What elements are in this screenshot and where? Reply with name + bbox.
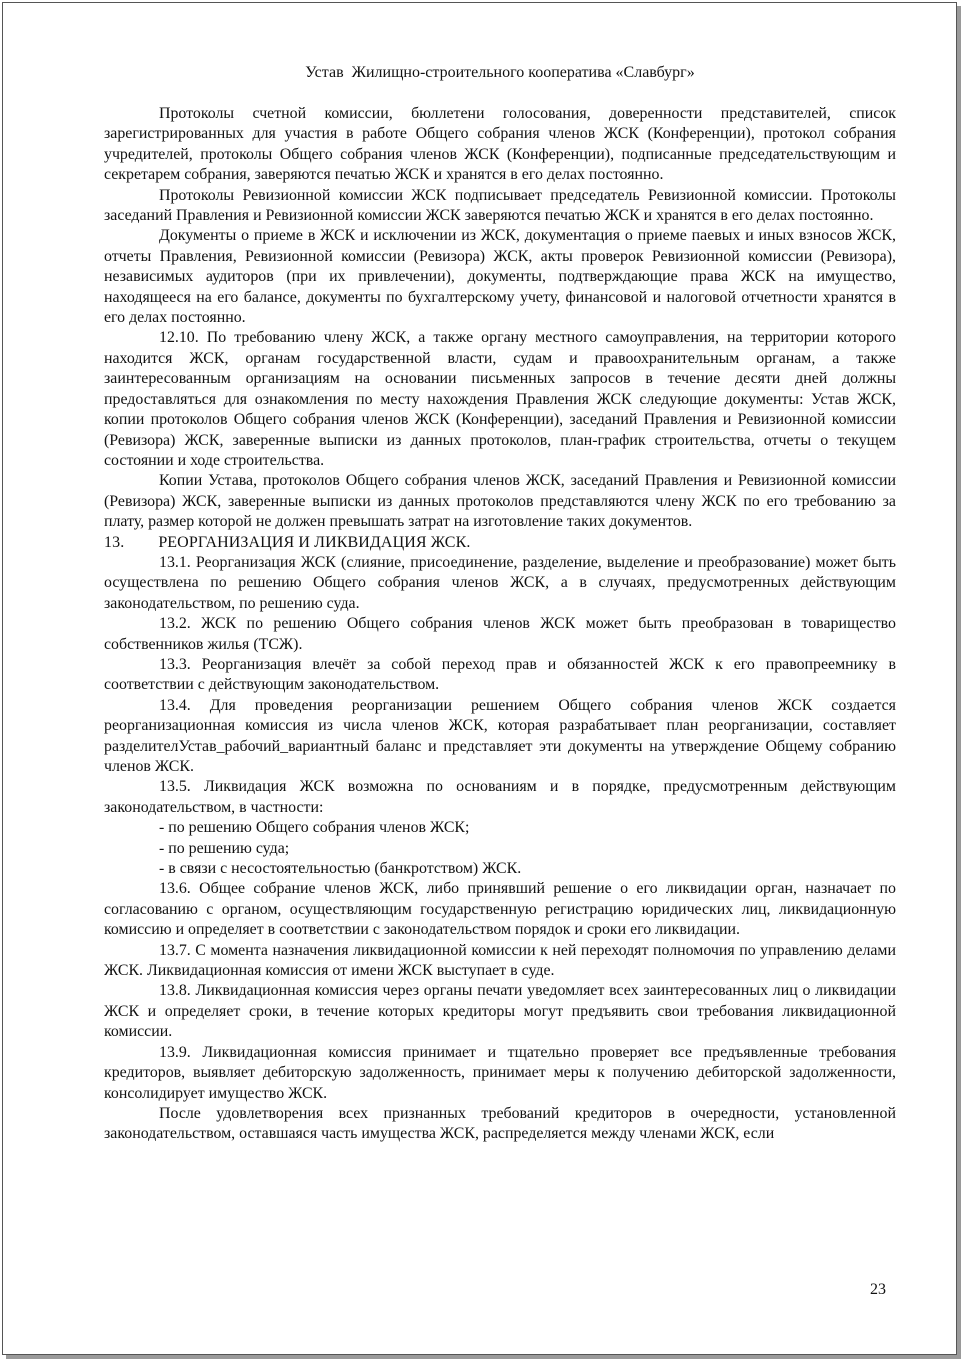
list-item: - по решению Общего собрания членов ЖСК; bbox=[159, 819, 470, 837]
section-title: РЕОРГАНИЗАЦИЯ И ЛИКВИДАЦИЯ ЖСК. bbox=[158, 533, 471, 551]
clause: 13.4. Для проведения реорганизации решением Общего собрания членов ЖСК создается реорганизационная комиссия из числа членов ЖСК, которая разрабатывает план реорганизации, составляет разделителУстав_рабочий_вариантный баланс и представляет эти документы на утверждение Общему собранию членов ЖСК. bbox=[104, 696, 896, 775]
paragraph: Протоколы Ревизионной комиссии ЖСК подписывает председатель Ревизионной комиссии. Протоколы заседаний Правления и Ревизионной комиссии ЖСК заверяются печатью ЖСК и хранятся в его делах постоянно. bbox=[104, 186, 896, 225]
paragraph: 12.10. По требованию члену ЖСК, а также органу местного самоуправления, на территории которого находится ЖСК, органам государственной власти, судам и правоохранительным органам, а также заинтересованным организациям на основании письменных запросов в течение десяти дней должны предоставляться для ознакомления по месту нахождения Правления ЖСК следующие документы: Устав ЖСК, копии протоколов Общего собрания членов ЖСК (Конференции), заседаний Правления и Ревизионной комиссии (Ревизора) ЖСК, заверенные выписки из данных протоколов, план-график строительства, отчеты о текущем состоянии и ходе строительства. bbox=[104, 329, 896, 469]
clause: 13.8. Ликвидационная комиссия через органы печати уведомляет всех заинтересованных лиц о ликвидации ЖСК и определяет сроки, в течение которых кредиторы могут предъявить свои требования ликвидационной комиссии. bbox=[104, 982, 896, 1041]
paragraph: Документы о приеме в ЖСК и исключении из ЖСК, документация о приеме паевых и иных взносов ЖСК, отчеты Правления, Ревизионной комиссии (Ревизора) ЖСК, акты проверок Ревизионной комиссии (Ревизора), независимых аудиторов (при их привлечении), документы, подтверждающие права ЖСК на имущество, находящееся на его балансе, документы по бухгалтерскому учету, финансовой и налоговой отчетности хранятся в его делах постоянно. bbox=[104, 227, 896, 327]
list-item: - по решению суда; bbox=[159, 839, 290, 857]
paragraph: Протоколы счетной комиссии, бюллетени голосования, доверенности представителей, список зарегистрированных для участия в работе Общего собрания членов ЖСК (Конференции), протокол собрания учредителей, протоколы Общего собрания членов ЖСК (Конференции), подписанные председательствующим и секретарем собрания, заверяются печатью ЖСК и хранятся в его делах постоянно. bbox=[104, 105, 896, 184]
clause: 13.9. Ликвидационная комиссия принимает и тщательно проверяет все предъявленные требования кредиторов, выявляет дебиторскую задолженность, принимает меры к получению дебиторской задолженности, консолидирует имущество ЖСК. bbox=[104, 1043, 896, 1102]
list-item: - в связи с несостоятельностью (банкротством) ЖСК. bbox=[159, 860, 522, 878]
paragraph: После удовлетворения всех признанных требований кредиторов в очередности, установленной законодательством, оставшаяся часть имущества ЖСК, распределяется между членами ЖСК, если bbox=[104, 1104, 896, 1143]
section-heading bbox=[104, 533, 896, 553]
clause: 13.3. Реорганизация влечёт за собой переход прав и обязанностей ЖСК к его правопреемнику в соответствии с действующим законодательством. bbox=[104, 655, 896, 694]
clause: 13.7. С момента назначения ликвидационной комиссии к ней переходят полномочия по управлению делами ЖСК. Ликвидационная комиссия от имени ЖСК выступает в суде. bbox=[104, 941, 896, 980]
running-header: Устав Жилищно-строительного кооператива «Славбург» bbox=[305, 64, 695, 81]
document-body bbox=[104, 104, 896, 1145]
clause: 13.2. ЖСК по решению Общего собрания членов ЖСК может быть преобразован в товарищество собственников жилья (ТСЖ). bbox=[104, 615, 896, 653]
clause: 13.1. Реорганизация ЖСК (слияние, присоединение, разделение, выделение и преобразование) может быть осуществлена по решению Общего собрания членов ЖСК, а в случаях, предусмотренных действующим законодательством, по решению суда. bbox=[104, 553, 896, 612]
paragraph: Копии Устава, протоколов Общего собрания членов ЖСК, заседаний Правления и Ревизионной комиссии (Ревизора) ЖСК, заверенные выписки из данных протоколов представляются члену ЖСК по его требованию за плату, размер которой не должен превышать затрат на изготовление таких документов. bbox=[104, 472, 896, 531]
page-number: 23 bbox=[870, 1281, 886, 1298]
section-number: 13. bbox=[104, 533, 125, 551]
clause: 13.6. Общее собрание членов ЖСК, либо принявший решение о его ликвидации орган, назначает по согласованию с органом, осуществляющим государственную регистрацию юридических лиц, ликвидационную комиссию и определяет в соответствии с законодательством порядок и сроки его ликвидации. bbox=[104, 880, 896, 939]
document-page bbox=[2, 2, 957, 1355]
clause: 13.5. Ликвидация ЖСК возможна по основаниям и в порядке, предусмотренным действующим законодательством, в частности: bbox=[104, 778, 896, 816]
